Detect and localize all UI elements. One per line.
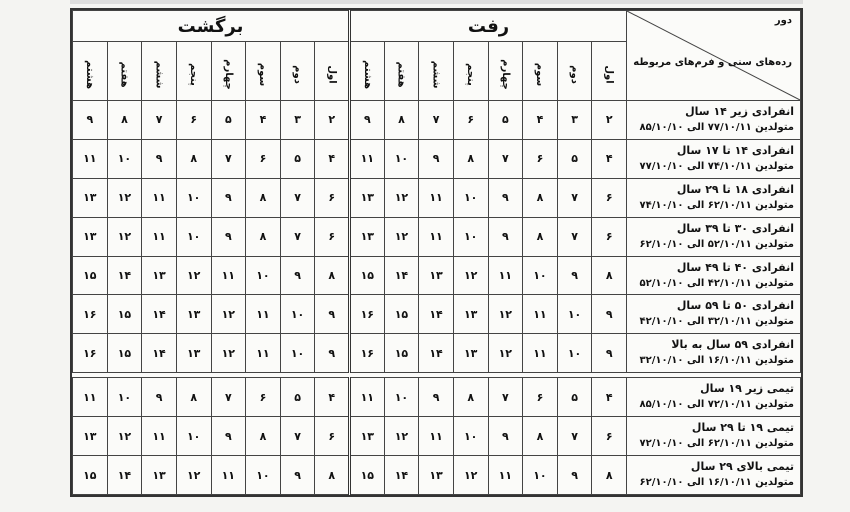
raft-value-cell: ۱۴ <box>419 295 454 334</box>
bargasht-value-cell: ۱۱ <box>211 456 246 495</box>
raft-value-cell: ۶ <box>592 178 627 217</box>
bargasht-value-cell: ۸ <box>176 378 211 417</box>
bargasht-round-header <box>73 42 108 101</box>
raft-round-header <box>523 42 558 101</box>
bargasht-value-cell: ۹ <box>211 417 246 456</box>
raft-value-cell: ۱۲ <box>384 417 419 456</box>
raft-value-cell: ۱۵ <box>350 256 385 295</box>
category-title: تیمی ۱۹ تا ۲۹ سال <box>691 421 794 435</box>
bargasht-value-cell: ۶ <box>246 378 281 417</box>
raft-value-cell: ۱۱ <box>350 139 385 178</box>
raft-round-header <box>592 42 627 101</box>
category-cell <box>627 139 801 178</box>
raft-value-cell: ۱۰ <box>453 217 488 256</box>
raft-value-cell: ۹ <box>488 417 523 456</box>
bargasht-value-cell: ۱۱ <box>73 378 108 417</box>
round-label: ششم <box>430 60 442 88</box>
raft-value-cell: ۷ <box>557 217 592 256</box>
raft-value-cell: ۱۰ <box>557 334 592 373</box>
table-row <box>73 417 801 456</box>
raft-value-cell: ۱۳ <box>419 256 454 295</box>
raft-value-cell: ۱۰ <box>557 295 592 334</box>
bargasht-round-header <box>315 42 350 101</box>
raft-value-cell: ۷ <box>488 378 523 417</box>
category-birth-range: متولدین ۷۲/۱۰/۱۱ الی ۸۵/۱۰/۱۰ <box>639 399 794 411</box>
bargasht-value-cell: ۱۰ <box>176 178 211 217</box>
bargasht-value-cell: ۶ <box>246 139 281 178</box>
bargasht-value-cell: ۷ <box>211 378 246 417</box>
raft-value-cell: ۹ <box>488 217 523 256</box>
round-label: هفتم <box>118 60 130 88</box>
category-birth-range: متولدین ۷۴/۱۰/۱۱ الی ۷۷/۱۰/۱۰ <box>639 160 794 172</box>
bargasht-value-cell: ۱۱ <box>142 178 177 217</box>
category-cell <box>627 256 801 295</box>
round-label: چهارم <box>499 58 511 90</box>
raft-value-cell: ۴ <box>592 139 627 178</box>
raft-value-cell: ۱۲ <box>384 217 419 256</box>
raft-value-cell: ۹ <box>350 101 385 140</box>
raft-header: رفت <box>350 11 627 42</box>
raft-value-cell: ۸ <box>523 417 558 456</box>
bargasht-value-cell: ۱۳ <box>73 417 108 456</box>
bargasht-value-cell: ۱۵ <box>107 334 142 373</box>
bargasht-value-cell: ۸ <box>246 417 281 456</box>
raft-value-cell: ۴ <box>523 101 558 140</box>
round-label: دوم <box>292 64 304 84</box>
category-birth-range: متولدین ۵۲/۱۰/۱۱ الی ۶۲/۱۰/۱۰ <box>639 238 794 250</box>
bargasht-value-cell: ۱۰ <box>280 334 315 373</box>
raft-value-cell: ۱۵ <box>350 456 385 495</box>
raft-value-cell: ۱۰ <box>453 178 488 217</box>
page-edge <box>70 0 803 4</box>
bargasht-value-cell: ۱۲ <box>176 256 211 295</box>
bargasht-value-cell: ۹ <box>315 334 350 373</box>
bargasht-value-cell: ۱۳ <box>73 178 108 217</box>
category-cell <box>627 334 801 373</box>
raft-value-cell: ۹ <box>592 295 627 334</box>
category-title: تیمی بالای ۲۹ سال <box>690 460 794 473</box>
table-row <box>73 256 801 295</box>
bargasht-value-cell: ۷ <box>280 217 315 256</box>
raft-value-cell: ۱۱ <box>488 256 523 295</box>
table-row <box>73 295 801 334</box>
bargasht-value-cell: ۱۰ <box>280 295 315 334</box>
raft-value-cell: ۱۳ <box>453 334 488 373</box>
raft-value-cell: ۵ <box>557 378 592 417</box>
bargasht-value-cell: ۱۱ <box>73 139 108 178</box>
category-title: تیمی زیر ۱۹ سال <box>700 382 794 396</box>
bargasht-value-cell: ۱۶ <box>73 295 108 334</box>
bargasht-value-cell: ۶ <box>176 101 211 140</box>
raft-value-cell: ۲ <box>592 101 627 140</box>
category-cell <box>627 217 801 256</box>
category-cell <box>627 378 801 417</box>
bargasht-value-cell: ۱۱ <box>211 256 246 295</box>
category-birth-range: متولدین ۶۲/۱۰/۱۱ الی ۷۴/۱۰/۱۰ <box>639 199 794 211</box>
raft-value-cell: ۱۰ <box>384 378 419 417</box>
category-header <box>627 11 801 101</box>
bargasht-value-cell: ۴ <box>315 139 350 178</box>
category-birth-range: متولدین ۴۲/۱۰/۱۱ الی ۵۲/۱۰/۱۰ <box>639 277 794 289</box>
category-cell <box>627 101 801 140</box>
bargasht-value-cell: ۱۱ <box>142 417 177 456</box>
bargasht-value-cell: ۵ <box>280 378 315 417</box>
bargasht-round-header <box>211 42 246 101</box>
raft-value-cell: ۱۳ <box>350 178 385 217</box>
raft-value-cell: ۱۰ <box>523 456 558 495</box>
bargasht-value-cell: ۶ <box>315 417 350 456</box>
raft-value-cell: ۱۲ <box>453 456 488 495</box>
round-label: چهارم <box>222 58 234 90</box>
raft-value-cell: ۶ <box>592 217 627 256</box>
table-row <box>73 217 801 256</box>
category-title: انفرادی ۳۰ تا ۳۹ سال <box>676 221 794 235</box>
bargasht-value-cell: ۱۳ <box>176 295 211 334</box>
raft-round-header <box>350 42 385 101</box>
round-label: سوم <box>257 62 269 86</box>
bargasht-value-cell: ۳ <box>280 101 315 140</box>
bargasht-value-cell: ۱۴ <box>142 334 177 373</box>
bargasht-value-cell: ۷ <box>211 139 246 178</box>
raft-round-header <box>488 42 523 101</box>
raft-value-cell: ۱۱ <box>350 378 385 417</box>
raft-value-cell: ۸ <box>592 256 627 295</box>
raft-value-cell: ۱۰ <box>523 256 558 295</box>
bargasht-value-cell: ۱۱ <box>246 295 281 334</box>
round-label: هشتم <box>361 59 373 89</box>
table-row <box>73 101 801 140</box>
category-cell <box>627 295 801 334</box>
category-birth-range: متولدین ۱۶/۱۰/۱۱ الی ۳۲/۱۰/۱۰ <box>639 355 794 367</box>
raft-value-cell: ۹ <box>419 139 454 178</box>
raft-value-cell: ۴ <box>592 378 627 417</box>
raft-round-header <box>557 42 592 101</box>
round-label: اول <box>326 64 338 84</box>
raft-value-cell: ۱۲ <box>453 256 488 295</box>
table-row <box>73 178 801 217</box>
bargasht-round-header <box>280 42 315 101</box>
bargasht-value-cell: ۱۰ <box>107 378 142 417</box>
bargasht-value-cell: ۲ <box>315 101 350 140</box>
bargasht-value-cell: ۷ <box>142 101 177 140</box>
raft-value-cell: ۱۰ <box>453 417 488 456</box>
category-title: انفرادی ۵۰ تا ۵۹ سال <box>676 299 794 313</box>
raft-value-cell: ۱۲ <box>488 334 523 373</box>
bargasht-header: برگشت <box>73 11 350 42</box>
raft-round-header <box>453 42 488 101</box>
bargasht-value-cell: ۷ <box>280 417 315 456</box>
bargasht-value-cell: ۱۰ <box>176 217 211 256</box>
category-birth-range: متولدین ۷۷/۱۰/۱۱ الی ۸۵/۱۰/۱۰ <box>639 121 794 133</box>
table-row <box>73 378 801 417</box>
raft-value-cell: ۶ <box>523 378 558 417</box>
raft-value-cell: ۱۳ <box>350 217 385 256</box>
raft-value-cell: ۶ <box>592 417 627 456</box>
bargasht-value-cell: ۱۲ <box>107 417 142 456</box>
raft-value-cell: ۱۱ <box>523 295 558 334</box>
bargasht-value-cell: ۱۱ <box>142 217 177 256</box>
raft-value-cell: ۷ <box>557 178 592 217</box>
round-label: پنجم <box>188 62 200 86</box>
raft-value-cell: ۷ <box>419 101 454 140</box>
raft-value-cell: ۸ <box>523 178 558 217</box>
raft-value-cell: ۷ <box>488 139 523 178</box>
raft-value-cell: ۸ <box>384 101 419 140</box>
raft-value-cell: ۱۴ <box>384 456 419 495</box>
bargasht-value-cell: ۱۳ <box>142 456 177 495</box>
bargasht-value-cell: ۱۲ <box>211 295 246 334</box>
raft-round-header <box>419 42 454 101</box>
raft-value-cell: ۸ <box>592 456 627 495</box>
bargasht-value-cell: ۶ <box>315 178 350 217</box>
raft-value-cell: ۱۶ <box>350 334 385 373</box>
raft-value-cell: ۵ <box>488 101 523 140</box>
bargasht-value-cell: ۱۳ <box>176 334 211 373</box>
category-birth-range: متولدین ۱۶/۱۰/۱۱ الی ۶۲/۱۰/۱۰ <box>639 477 794 488</box>
raft-value-cell: ۱۲ <box>488 295 523 334</box>
raft-value-cell: ۱۴ <box>384 256 419 295</box>
schedule-table <box>70 8 803 497</box>
raft-value-cell: ۳ <box>557 101 592 140</box>
category-cell <box>627 178 801 217</box>
bargasht-value-cell: ۷ <box>280 178 315 217</box>
bargasht-value-cell: ۱۵ <box>73 456 108 495</box>
bargasht-round-header <box>142 42 177 101</box>
round-label: دوم <box>569 64 581 84</box>
raft-value-cell: ۱۵ <box>384 295 419 334</box>
raft-value-cell: ۹ <box>488 178 523 217</box>
bargasht-value-cell: ۹ <box>211 217 246 256</box>
bargasht-value-cell: ۱۲ <box>211 334 246 373</box>
raft-value-cell: ۱۱ <box>419 217 454 256</box>
round-label: ششم <box>153 60 165 88</box>
bargasht-value-cell: ۹ <box>280 256 315 295</box>
category-title: انفرادی ۱۴ تا ۱۷ سال <box>676 143 794 157</box>
table-row <box>73 334 801 373</box>
raft-value-cell: ۱۵ <box>384 334 419 373</box>
bargasht-value-cell: ۹ <box>280 456 315 495</box>
bargasht-value-cell: ۱۴ <box>142 295 177 334</box>
category-cell <box>627 417 801 456</box>
raft-value-cell: ۱۳ <box>350 417 385 456</box>
bargasht-value-cell: ۱۱ <box>246 334 281 373</box>
bargasht-value-cell: ۴ <box>315 378 350 417</box>
raft-value-cell: ۱۴ <box>419 334 454 373</box>
raft-value-cell: ۹ <box>419 378 454 417</box>
bargasht-value-cell: ۸ <box>246 178 281 217</box>
round-label: هفتم <box>395 60 407 88</box>
raft-value-cell: ۹ <box>557 256 592 295</box>
bargasht-value-cell: ۱۰ <box>246 256 281 295</box>
table-row <box>73 456 801 495</box>
category-cell <box>627 456 801 495</box>
category-birth-range: متولدین ۳۲/۱۰/۱۱ الی ۴۲/۱۰/۱۰ <box>639 316 794 328</box>
bargasht-value-cell: ۱۰ <box>246 456 281 495</box>
bargasht-value-cell: ۹ <box>211 178 246 217</box>
category-header-label: رده‌های سنی و فرم‌های مربوطه <box>633 57 792 68</box>
bargasht-value-cell: ۱۰ <box>107 139 142 178</box>
bargasht-value-cell: ۴ <box>246 101 281 140</box>
bargasht-value-cell: ۹ <box>315 295 350 334</box>
bargasht-value-cell: ۶ <box>315 217 350 256</box>
bargasht-round-header <box>176 42 211 101</box>
raft-value-cell: ۸ <box>453 139 488 178</box>
raft-value-cell: ۱۱ <box>488 456 523 495</box>
raft-value-cell: ۸ <box>453 378 488 417</box>
raft-round-header <box>384 42 419 101</box>
raft-value-cell: ۱۱ <box>419 417 454 456</box>
raft-value-cell: ۱۳ <box>453 295 488 334</box>
raft-value-cell: ۱۳ <box>419 456 454 495</box>
bargasht-value-cell: ۸ <box>107 101 142 140</box>
round-label: پنجم <box>465 62 477 86</box>
raft-value-cell: ۶ <box>523 139 558 178</box>
table-row <box>73 139 801 178</box>
raft-value-cell: ۱۱ <box>523 334 558 373</box>
raft-value-cell: ۱۰ <box>384 139 419 178</box>
bargasht-value-cell: ۸ <box>315 256 350 295</box>
round-label: اول <box>603 64 615 84</box>
bargasht-value-cell: ۱۲ <box>107 217 142 256</box>
bargasht-round-header <box>107 42 142 101</box>
bargasht-value-cell: ۱۲ <box>107 178 142 217</box>
bargasht-value-cell: ۱۲ <box>176 456 211 495</box>
category-title: انفرادی زیر ۱۴ سال <box>685 104 794 118</box>
round-header-label: دور <box>774 15 792 26</box>
bargasht-value-cell: ۱۳ <box>73 217 108 256</box>
category-title: انفرادی ۵۹ سال به بالا <box>671 338 794 352</box>
bargasht-value-cell: ۱۳ <box>142 256 177 295</box>
round-label: سوم <box>534 62 546 86</box>
bargasht-round-header <box>246 42 281 101</box>
bargasht-value-cell: ۱۵ <box>107 295 142 334</box>
category-birth-range: متولدین ۶۲/۱۰/۱۱ الی ۷۲/۱۰/۱۰ <box>639 438 794 450</box>
raft-value-cell: ۱۲ <box>384 178 419 217</box>
category-title: انفرادی ۱۸ تا ۲۹ سال <box>676 182 794 196</box>
raft-value-cell: ۶ <box>453 101 488 140</box>
raft-value-cell: ۱۶ <box>350 295 385 334</box>
bargasht-value-cell: ۵ <box>280 139 315 178</box>
bargasht-value-cell: ۱۰ <box>176 417 211 456</box>
raft-value-cell: ۷ <box>557 417 592 456</box>
bargasht-value-cell: ۹ <box>142 378 177 417</box>
raft-value-cell: ۹ <box>592 334 627 373</box>
bargasht-value-cell: ۸ <box>315 456 350 495</box>
bargasht-value-cell: ۵ <box>211 101 246 140</box>
bargasht-value-cell: ۸ <box>246 217 281 256</box>
bargasht-value-cell: ۸ <box>176 139 211 178</box>
bargasht-value-cell: ۹ <box>142 139 177 178</box>
bargasht-value-cell: ۱۴ <box>107 256 142 295</box>
rounds-table <box>72 10 801 495</box>
raft-value-cell: ۱۱ <box>419 178 454 217</box>
bargasht-value-cell: ۹ <box>73 101 108 140</box>
round-label: هشتم <box>84 59 96 89</box>
bargasht-value-cell: ۱۵ <box>73 256 108 295</box>
raft-value-cell: ۵ <box>557 139 592 178</box>
raft-value-cell: ۹ <box>557 456 592 495</box>
category-title: انفرادی ۴۰ تا ۴۹ سال <box>676 260 794 274</box>
raft-value-cell: ۸ <box>523 217 558 256</box>
bargasht-value-cell: ۱۶ <box>73 334 108 373</box>
bargasht-value-cell: ۱۴ <box>107 456 142 495</box>
